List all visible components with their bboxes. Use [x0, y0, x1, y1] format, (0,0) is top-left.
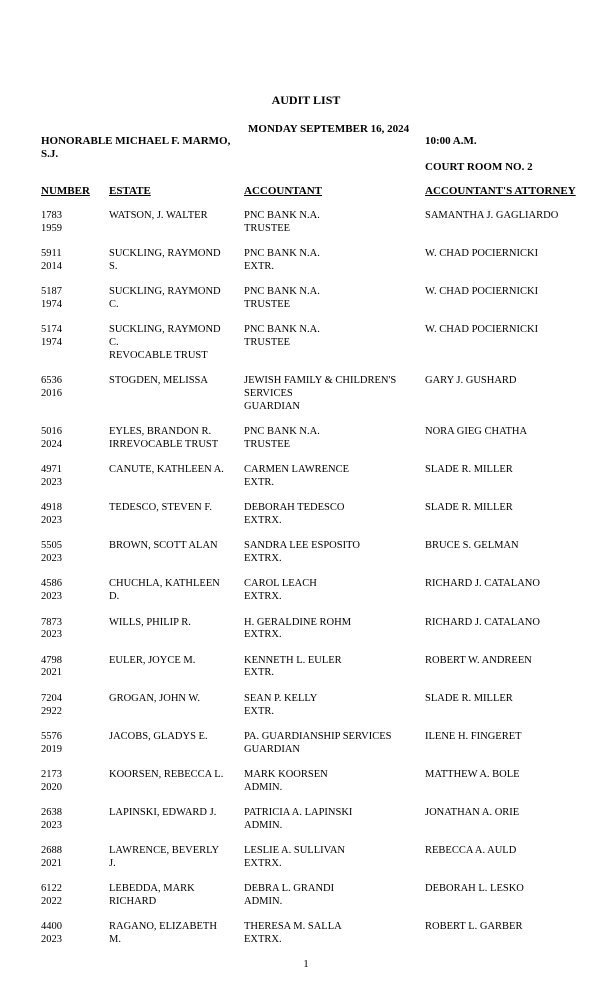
row-accountant-line: EXTR.: [244, 705, 275, 717]
row-number-line: 2023: [41, 476, 62, 488]
row-number-line: 6536: [41, 375, 62, 387]
row-estate-line: IRREVOCABLE TRUST: [109, 438, 219, 450]
row-accountant-line: TRUSTEE: [244, 298, 291, 310]
row-estate-line: LAWRENCE, BEVERLY: [109, 845, 220, 857]
row-number-line: 2023: [41, 629, 62, 641]
row-accountant-line: H. GERALDINE ROHM: [244, 616, 352, 628]
row-accountant-line: EXTRX.: [244, 629, 282, 641]
row-number-line: 4918: [41, 502, 62, 514]
row-number-line: 1974: [41, 337, 62, 349]
row-estate: [109, 426, 237, 452]
row-accountant-line: EXTRX.: [244, 857, 282, 869]
row-estate-line: EYLES, BRANDON R.: [109, 426, 212, 438]
table-row: [0, 883, 612, 921]
row-number: [41, 921, 101, 947]
row-attorney-line: W. CHAD POCIERNICKI: [425, 248, 539, 260]
row-estate: [109, 693, 237, 706]
judge-name-line: HONORABLE MICHAEL F. MARMO,: [41, 135, 231, 147]
row-number-line: 4400: [41, 921, 62, 933]
row-accountant: [244, 693, 416, 719]
row-attorney-line: W. CHAD POCIERNICKI: [425, 324, 539, 336]
row-accountant-line: EXTRX.: [244, 553, 282, 565]
row-accountant-line: CAROL LEACH: [244, 578, 317, 590]
row-attorney: [425, 464, 605, 477]
row-accountant-line: EXTRX.: [244, 591, 282, 603]
row-accountant-line: EXTR.: [244, 260, 275, 272]
row-number-line: 5911: [41, 248, 62, 260]
row-estate: [109, 248, 237, 274]
row-accountant-line: PNC BANK N.A.: [244, 324, 320, 336]
row-attorney-line: SAMANTHA J. GAGLIARDO: [425, 210, 559, 221]
table-row: [0, 693, 612, 731]
table-row: [0, 807, 612, 845]
row-number: [41, 807, 101, 833]
row-accountant-line: GUARDIAN: [244, 743, 300, 755]
row-attorney-line: NORA GIEG CHATHA: [425, 426, 528, 438]
row-attorney: [425, 845, 605, 858]
page-number: 1: [303, 958, 309, 970]
row-estate: [109, 210, 237, 223]
table-row: [0, 921, 612, 959]
row-number-line: 2173: [41, 768, 62, 780]
row-attorney: [425, 731, 605, 744]
row-number-line: 2020: [41, 781, 62, 793]
row-accountant: [244, 578, 416, 604]
row-number-line: 7873: [41, 616, 62, 628]
row-accountant: [244, 617, 416, 643]
row-attorney-line: JONATHAN A. ORIE: [425, 807, 520, 818]
row-accountant-line: SERVICES: [244, 387, 293, 399]
row-estate: [109, 845, 237, 871]
column-header-number: NUMBER: [41, 185, 90, 197]
table-row: [0, 769, 612, 807]
row-accountant: [244, 540, 416, 566]
row-estate-line: WATSON, J. WALTER: [109, 210, 208, 221]
row-accountant-line: EXTR.: [244, 667, 275, 679]
row-accountant-line: EXTRX.: [244, 515, 282, 527]
document-title: AUDIT LIST: [271, 93, 341, 107]
row-attorney: [425, 807, 605, 820]
row-estate: [109, 617, 237, 630]
table-row: [0, 375, 612, 426]
row-number-line: 2021: [41, 667, 62, 679]
row-accountant-line: PNC BANK N.A.: [244, 426, 320, 438]
row-attorney-line: ROBERT W. ANDREEN: [425, 654, 532, 666]
row-attorney-line: RICHARD J. CATALANO: [425, 616, 540, 628]
row-number: [41, 731, 101, 757]
row-estate: [109, 540, 237, 553]
row-number-line: 4586: [41, 578, 62, 590]
row-accountant-line: MARK KOORSEN: [244, 768, 328, 780]
row-number-line: 4971: [41, 464, 62, 476]
table-row: [0, 617, 612, 655]
row-estate: [109, 769, 237, 782]
row-accountant: [244, 883, 416, 909]
row-attorney: [425, 426, 605, 439]
row-attorney: [425, 248, 605, 261]
court-room: COURT ROOM NO. 2: [425, 161, 533, 173]
row-number-line: 4798: [41, 654, 62, 666]
row-number-line: 5505: [41, 540, 62, 552]
row-accountant-line: EXTR.: [244, 476, 275, 488]
row-estate-line: JACOBS, GLADYS E.: [109, 730, 208, 742]
row-attorney-line: SLADE R. MILLER: [425, 464, 513, 476]
row-estate-line: J.: [109, 857, 116, 869]
row-accountant: [244, 426, 416, 452]
row-accountant-line: TRUSTEE: [244, 438, 291, 450]
row-number-line: 5174: [41, 324, 62, 336]
row-estate-line: LAPINSKI, EDWARD J.: [109, 807, 217, 818]
row-estate-line: CHUCHLA, KATHLEEN: [109, 578, 220, 590]
row-accountant: [244, 324, 416, 350]
row-number-line: 2023: [41, 553, 62, 565]
row-attorney-line: SLADE R. MILLER: [425, 502, 513, 514]
row-number-line: 2638: [41, 807, 62, 818]
row-attorney-line: REBECCA A. AULD: [425, 845, 517, 857]
table-row: [0, 426, 612, 464]
row-accountant-line: ADMIN.: [244, 819, 283, 831]
row-accountant-line: TRUSTEE: [244, 337, 291, 349]
row-attorney-line: W. CHAD POCIERNICKI: [425, 286, 539, 298]
row-number-line: 2021: [41, 857, 62, 869]
row-accountant: [244, 464, 416, 490]
table-row: [0, 248, 612, 286]
row-estate-line: SUCKLING, RAYMOND: [109, 324, 221, 336]
row-accountant-line: ADMIN.: [244, 781, 283, 793]
column-header-estate: ESTATE: [109, 185, 151, 197]
row-number-line: 1783: [41, 210, 62, 221]
row-estate-line: C.: [109, 298, 119, 310]
row-accountant: [244, 731, 416, 757]
row-number: [41, 845, 101, 871]
row-attorney: [425, 693, 605, 706]
row-attorney-line: ILENE H. FINGERET: [425, 730, 522, 742]
table-row: [0, 210, 612, 248]
row-estate: [109, 655, 237, 668]
judge-name-line: S.J.: [41, 147, 59, 160]
table-row: [0, 731, 612, 769]
row-attorney-line: RICHARD J. CATALANO: [425, 578, 540, 590]
row-number-line: 5187: [41, 286, 62, 298]
row-accountant: [244, 248, 416, 274]
row-estate-line: STOGDEN, MELISSA: [109, 375, 208, 387]
hearing-time: 10:00 A.M.: [425, 135, 477, 147]
row-number: [41, 286, 101, 312]
row-estate-line: SUCKLING, RAYMOND: [109, 248, 221, 260]
table-row: [0, 655, 612, 693]
row-number-line: 2019: [41, 743, 62, 755]
table-row: [0, 324, 612, 375]
row-number: [41, 617, 101, 643]
row-number: [41, 248, 101, 274]
row-attorney: [425, 324, 605, 337]
row-number-line: 5016: [41, 426, 62, 438]
row-accountant: [244, 502, 416, 528]
row-number: [41, 883, 101, 909]
row-estate: [109, 883, 237, 909]
row-accountant-line: PNC BANK N.A.: [244, 210, 320, 221]
row-estate-line: M.: [109, 934, 121, 946]
row-number: [41, 540, 101, 566]
judge-name: [41, 135, 241, 160]
row-estate: [109, 375, 237, 388]
row-accountant-line: EXTRX.: [244, 934, 282, 946]
row-estate: [109, 731, 237, 744]
row-attorney: [425, 210, 605, 223]
row-attorney: [425, 617, 605, 630]
row-number-line: 2023: [41, 515, 62, 527]
row-estate-line: LEBEDDA, MARK: [109, 883, 195, 895]
row-estate-line: C.: [109, 337, 119, 349]
table-row: [0, 845, 612, 883]
row-accountant-line: SANDRA LEE ESPOSITO: [244, 540, 360, 552]
row-attorney-line: SLADE R. MILLER: [425, 692, 513, 704]
row-estate: [109, 578, 237, 604]
row-accountant: [244, 210, 416, 236]
row-number-line: 2023: [41, 934, 62, 946]
row-estate-line: REVOCABLE TRUST: [109, 349, 208, 361]
row-accountant: [244, 769, 416, 795]
row-number-line: 2022: [41, 895, 62, 907]
row-accountant-line: CARMEN LAWRENCE: [244, 464, 350, 476]
row-estate-line: RAGANO, ELIZABETH: [109, 921, 217, 933]
row-attorney: [425, 375, 605, 388]
row-estate: [109, 921, 237, 947]
row-number-line: 2023: [41, 819, 62, 831]
row-accountant-line: KENNETH L. EULER: [244, 654, 342, 666]
row-number: [41, 693, 101, 719]
row-accountant-line: JEWISH FAMILY & CHILDREN'S: [244, 375, 397, 387]
row-accountant: [244, 921, 416, 947]
row-number: [41, 210, 101, 236]
row-number-line: 6122: [41, 883, 62, 895]
audit-table-body: [0, 210, 612, 959]
row-number-line: 1974: [41, 298, 62, 310]
row-attorney: [425, 883, 605, 896]
row-attorney-line: DEBORAH L. LESKO: [425, 883, 524, 895]
row-accountant-line: PA. GUARDIANSHIP SERVICES: [244, 730, 392, 742]
row-attorney-line: ROBERT L. GARBER: [425, 921, 523, 933]
row-number-line: 2014: [41, 260, 62, 272]
row-number-line: 2688: [41, 845, 62, 857]
row-accountant-line: LESLIE A. SULLIVAN: [244, 845, 346, 857]
row-accountant-line: PNC BANK N.A.: [244, 248, 320, 260]
row-accountant-line: PATRICIA A. LAPINSKI: [244, 807, 353, 818]
hearing-date: MONDAY SEPTEMBER 16, 2024: [248, 123, 410, 135]
table-row: [0, 578, 612, 616]
row-number-line: 2023: [41, 591, 62, 603]
table-row: [0, 286, 612, 324]
row-number: [41, 655, 101, 681]
row-estate-line: TEDESCO, STEVEN F.: [109, 502, 212, 514]
row-number: [41, 426, 101, 452]
row-estate-line: GROGAN, JOHN W.: [109, 692, 201, 704]
row-estate-line: RICHARD: [109, 895, 157, 907]
row-accountant-line: THERESA M. SALLA: [244, 921, 342, 933]
row-attorney: [425, 286, 605, 299]
row-accountant-line: SEAN P. KELLY: [244, 692, 318, 704]
row-number-line: 1959: [41, 222, 62, 234]
row-number: [41, 324, 101, 350]
row-estate-line: S.: [109, 260, 118, 272]
table-row: [0, 502, 612, 540]
row-estate-line: BROWN, SCOTT ALAN: [109, 540, 218, 552]
row-accountant-line: ADMIN.: [244, 895, 283, 907]
row-number: [41, 578, 101, 604]
row-attorney: [425, 578, 605, 591]
table-row: [0, 464, 612, 502]
row-estate: [109, 807, 237, 820]
row-accountant: [244, 375, 416, 413]
row-number: [41, 375, 101, 401]
row-number-line: 7204: [41, 692, 62, 704]
row-attorney: [425, 540, 605, 553]
row-accountant: [244, 655, 416, 681]
row-attorney: [425, 921, 605, 934]
row-attorney: [425, 502, 605, 515]
row-number-line: 5576: [41, 730, 62, 742]
row-accountant-line: GUARDIAN: [244, 400, 300, 412]
row-accountant-line: DEBORAH TEDESCO: [244, 502, 345, 514]
row-number: [41, 769, 101, 795]
row-estate-line: SUCKLING, RAYMOND: [109, 286, 221, 298]
row-estate-line: WILLS, PHILIP R.: [109, 616, 191, 628]
row-estate: [109, 286, 237, 312]
row-estate: [109, 324, 237, 362]
row-accountant-line: DEBRA L. GRANDI: [244, 883, 335, 895]
row-attorney: [425, 655, 605, 668]
column-header-accountant: ACCOUNTANT: [244, 185, 323, 197]
row-number-line: 2024: [41, 438, 62, 450]
row-estate: [109, 464, 237, 477]
row-attorney-line: GARY J. GUSHARD: [425, 375, 517, 387]
row-accountant: [244, 807, 416, 833]
row-estate-line: CANUTE, KATHLEEN A.: [109, 464, 224, 476]
row-number: [41, 502, 101, 528]
row-estate: [109, 502, 237, 515]
row-attorney: [425, 769, 605, 782]
row-accountant-line: TRUSTEE: [244, 222, 291, 234]
table-row: [0, 540, 612, 578]
row-number-line: 2922: [41, 705, 62, 717]
row-accountant: [244, 845, 416, 871]
row-attorney-line: BRUCE S. GELMAN: [425, 540, 519, 552]
row-number: [41, 464, 101, 490]
row-accountant: [244, 286, 416, 312]
row-estate-line: D.: [109, 591, 120, 603]
row-accountant-line: PNC BANK N.A.: [244, 286, 320, 298]
row-estate-line: KOORSEN, REBECCA L.: [109, 768, 224, 780]
row-attorney-line: MATTHEW A. BOLE: [425, 768, 520, 780]
row-estate-line: EULER, JOYCE M.: [109, 654, 196, 666]
row-number-line: 2016: [41, 387, 62, 399]
column-header-attorney: ACCOUNTANT'S ATTORNEY: [425, 185, 576, 197]
